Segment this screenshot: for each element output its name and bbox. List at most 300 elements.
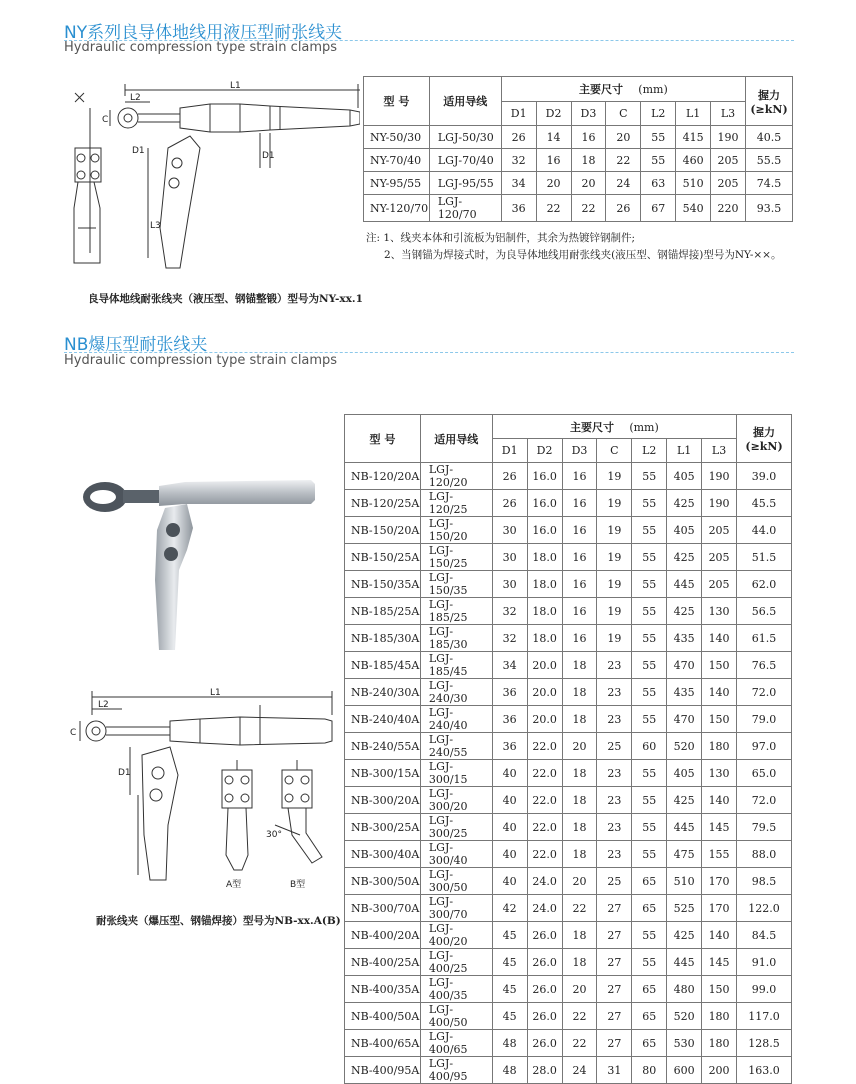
table-row xyxy=(345,679,792,706)
value-cell: 27 xyxy=(597,922,632,949)
ny-spec-table xyxy=(363,76,793,222)
table-row xyxy=(345,571,792,598)
value-cell: 40 xyxy=(492,868,527,895)
value-cell: 84.5 xyxy=(737,922,792,949)
value-cell: 45.5 xyxy=(737,490,792,517)
value-cell: 18 xyxy=(562,841,597,868)
nb-spec-table xyxy=(344,414,792,1084)
model-cell: NB-150/35A xyxy=(345,571,421,598)
ny-subheader-c: C xyxy=(606,102,641,126)
value-cell: 27 xyxy=(597,976,632,1003)
value-cell: 140 xyxy=(702,922,737,949)
value-cell: 205 xyxy=(711,172,746,195)
value-cell: 62.0 xyxy=(737,571,792,598)
ny-label-l2: L2 xyxy=(130,93,141,103)
value-cell: 150 xyxy=(702,652,737,679)
table-row xyxy=(345,490,792,517)
model-cell: NB-240/40A xyxy=(345,706,421,733)
value-cell: 24.0 xyxy=(527,868,562,895)
section1-notes xyxy=(366,230,781,264)
table-row xyxy=(345,1057,792,1084)
value-cell: 16 xyxy=(536,149,571,172)
value-cell: 48 xyxy=(492,1030,527,1057)
value-cell: 18 xyxy=(562,679,597,706)
value-cell: 80 xyxy=(632,1057,667,1084)
value-cell: 20.0 xyxy=(527,652,562,679)
value-cell: 97.0 xyxy=(737,733,792,760)
value-cell: 23 xyxy=(597,841,632,868)
table-row xyxy=(345,787,792,814)
value-cell: 20 xyxy=(536,172,571,195)
value-cell: 530 xyxy=(667,1030,702,1057)
value-cell: 63 xyxy=(641,172,676,195)
value-cell: 19 xyxy=(597,571,632,598)
conductor-cell: LGJ-300/25 xyxy=(420,814,492,841)
table-row xyxy=(364,149,793,172)
nb-header-grip xyxy=(737,415,792,463)
value-cell: 20 xyxy=(571,172,606,195)
ny-label-l1: L1 xyxy=(230,81,241,91)
conductor-cell: LGJ-240/30 xyxy=(420,679,492,706)
value-cell: 55 xyxy=(632,517,667,544)
value-cell: 460 xyxy=(676,149,711,172)
value-cell: 45 xyxy=(492,976,527,1003)
value-cell: 20 xyxy=(562,868,597,895)
value-cell: 23 xyxy=(597,814,632,841)
nb-label-d1: D1 xyxy=(118,768,131,778)
value-cell: 44.0 xyxy=(737,517,792,544)
value-cell: 25 xyxy=(597,733,632,760)
nb-header-unit: (mm) xyxy=(629,420,659,434)
value-cell: 31 xyxy=(597,1057,632,1084)
model-cell: NB-300/25A xyxy=(345,814,421,841)
conductor-cell: LGJ-400/95 xyxy=(420,1057,492,1084)
conductor-cell: LGJ-120/20 xyxy=(420,463,492,490)
conductor-cell: LGJ-120/70 xyxy=(429,195,501,222)
model-cell: NB-400/25A xyxy=(345,949,421,976)
value-cell: 117.0 xyxy=(737,1003,792,1030)
table-row xyxy=(345,625,792,652)
table-row xyxy=(345,868,792,895)
value-cell: 520 xyxy=(667,1003,702,1030)
value-cell: 190 xyxy=(702,463,737,490)
conductor-cell: LGJ-95/55 xyxy=(429,172,501,195)
ny-header-grip-unit: (≥kN) xyxy=(750,102,788,116)
table-row xyxy=(345,733,792,760)
value-cell: 22 xyxy=(606,149,641,172)
value-cell: 26.0 xyxy=(527,949,562,976)
conductor-cell: LGJ-150/35 xyxy=(420,571,492,598)
value-cell: 24.0 xyxy=(527,895,562,922)
table-row xyxy=(345,1030,792,1057)
value-cell: 170 xyxy=(702,895,737,922)
value-cell: 16 xyxy=(562,625,597,652)
value-cell: 61.5 xyxy=(737,625,792,652)
value-cell: 19 xyxy=(597,490,632,517)
value-cell: 425 xyxy=(667,490,702,517)
model-cell: NB-300/40A xyxy=(345,841,421,868)
value-cell: 20 xyxy=(562,976,597,1003)
table-row xyxy=(364,126,793,149)
conductor-cell: LGJ-120/25 xyxy=(420,490,492,517)
model-cell: NB-185/25A xyxy=(345,598,421,625)
conductor-cell: LGJ-150/20 xyxy=(420,517,492,544)
value-cell: 19 xyxy=(597,544,632,571)
value-cell: 16 xyxy=(562,598,597,625)
conductor-cell: LGJ-70/40 xyxy=(429,149,501,172)
value-cell: 55 xyxy=(641,149,676,172)
value-cell: 74.5 xyxy=(746,172,793,195)
model-cell: NY-50/30 xyxy=(364,126,430,149)
conductor-cell: LGJ-185/45 xyxy=(420,652,492,679)
value-cell: 55 xyxy=(641,126,676,149)
value-cell: 425 xyxy=(667,598,702,625)
value-cell: 30 xyxy=(492,571,527,598)
conductor-cell: LGJ-300/40 xyxy=(420,841,492,868)
value-cell: 23 xyxy=(597,652,632,679)
table-row xyxy=(345,1003,792,1030)
nb-subheader-l3: L3 xyxy=(702,439,737,463)
value-cell: 425 xyxy=(667,544,702,571)
ny-label-d: D1 xyxy=(262,151,275,161)
value-cell: 20 xyxy=(562,733,597,760)
value-cell: 18.0 xyxy=(527,625,562,652)
value-cell: 23 xyxy=(597,706,632,733)
value-cell: 18.0 xyxy=(527,598,562,625)
table-row xyxy=(345,598,792,625)
conductor-cell: LGJ-300/50 xyxy=(420,868,492,895)
value-cell: 55 xyxy=(632,787,667,814)
ny-header-dims xyxy=(501,77,745,102)
conductor-cell: LGJ-185/30 xyxy=(420,625,492,652)
value-cell: 24 xyxy=(606,172,641,195)
table-row xyxy=(345,760,792,787)
model-cell: NB-300/20A xyxy=(345,787,421,814)
model-cell: NB-150/25A xyxy=(345,544,421,571)
value-cell: 55 xyxy=(632,490,667,517)
value-cell: 45 xyxy=(492,1003,527,1030)
ny-header-conductor: 适用导线 xyxy=(429,77,501,126)
value-cell: 220 xyxy=(711,195,746,222)
value-cell: 40 xyxy=(492,814,527,841)
value-cell: 475 xyxy=(667,841,702,868)
value-cell: 55 xyxy=(632,814,667,841)
model-cell: NB-300/70A xyxy=(345,895,421,922)
value-cell: 55 xyxy=(632,706,667,733)
value-cell: 425 xyxy=(667,787,702,814)
table-row xyxy=(345,706,792,733)
value-cell: 145 xyxy=(702,949,737,976)
value-cell: 140 xyxy=(702,625,737,652)
value-cell: 20 xyxy=(606,126,641,149)
value-cell: 55 xyxy=(632,625,667,652)
value-cell: 16.0 xyxy=(527,463,562,490)
value-cell: 180 xyxy=(702,1030,737,1057)
value-cell: 18 xyxy=(562,760,597,787)
value-cell: 140 xyxy=(702,679,737,706)
value-cell: 140 xyxy=(702,787,737,814)
value-cell: 91.0 xyxy=(737,949,792,976)
value-cell: 55 xyxy=(632,760,667,787)
section1-subtitle: Hydraulic compression type strain clamps xyxy=(64,40,338,55)
value-cell: 18 xyxy=(562,652,597,679)
table-row xyxy=(345,895,792,922)
value-cell: 445 xyxy=(667,571,702,598)
value-cell: 26 xyxy=(606,195,641,222)
value-cell: 67 xyxy=(641,195,676,222)
value-cell: 72.0 xyxy=(737,787,792,814)
value-cell: 122.0 xyxy=(737,895,792,922)
value-cell: 55.5 xyxy=(746,149,793,172)
value-cell: 480 xyxy=(667,976,702,1003)
nb-header-dims xyxy=(492,415,736,439)
value-cell: 22 xyxy=(571,195,606,222)
value-cell: 56.5 xyxy=(737,598,792,625)
value-cell: 27 xyxy=(597,895,632,922)
value-cell: 520 xyxy=(667,733,702,760)
conductor-cell: LGJ-185/25 xyxy=(420,598,492,625)
value-cell: 65 xyxy=(632,868,667,895)
value-cell: 18.0 xyxy=(527,544,562,571)
value-cell: 55 xyxy=(632,571,667,598)
conductor-cell: LGJ-300/20 xyxy=(420,787,492,814)
table-row xyxy=(364,195,793,222)
value-cell: 76.5 xyxy=(737,652,792,679)
value-cell: 24 xyxy=(562,1057,597,1084)
value-cell: 163.0 xyxy=(737,1057,792,1084)
value-cell: 22.0 xyxy=(527,787,562,814)
model-cell: NB-300/50A xyxy=(345,868,421,895)
nb-label-type-a: A型 xyxy=(226,880,242,890)
value-cell: 36 xyxy=(492,733,527,760)
ny-subheader-d3: D3 xyxy=(571,102,606,126)
value-cell: 79.0 xyxy=(737,706,792,733)
value-cell: 39.0 xyxy=(737,463,792,490)
model-cell: NB-240/30A xyxy=(345,679,421,706)
conductor-cell: LGJ-400/20 xyxy=(420,922,492,949)
value-cell: 19 xyxy=(597,598,632,625)
value-cell: 32 xyxy=(492,598,527,625)
value-cell: 18 xyxy=(562,949,597,976)
value-cell: 26.0 xyxy=(527,976,562,1003)
value-cell: 23 xyxy=(597,787,632,814)
value-cell: 26 xyxy=(492,463,527,490)
nb-subheader-c: C xyxy=(597,439,632,463)
value-cell: 405 xyxy=(667,760,702,787)
value-cell: 36 xyxy=(492,706,527,733)
nb-subheader-d3: D3 xyxy=(562,439,597,463)
ny-subheader-l3: L3 xyxy=(711,102,746,126)
conductor-cell: LGJ-400/35 xyxy=(420,976,492,1003)
model-cell: NY-70/40 xyxy=(364,149,430,172)
nb-label-c: C xyxy=(70,728,77,738)
value-cell: 128.5 xyxy=(737,1030,792,1057)
nb-header-model: 型 号 xyxy=(345,415,421,463)
value-cell: 435 xyxy=(667,679,702,706)
value-cell: 93.5 xyxy=(746,195,793,222)
value-cell: 55 xyxy=(632,544,667,571)
value-cell: 36 xyxy=(492,679,527,706)
value-cell: 28.0 xyxy=(527,1057,562,1084)
value-cell: 170 xyxy=(702,868,737,895)
value-cell: 55 xyxy=(632,922,667,949)
note-2: 2、当钢锚为焊接式时，为良导体地线用耐张线夹(液压型、钢锚焊接)型号为NY-××。 xyxy=(384,249,782,261)
value-cell: 36 xyxy=(501,195,536,222)
value-cell: 415 xyxy=(676,126,711,149)
value-cell: 30 xyxy=(492,544,527,571)
value-cell: 470 xyxy=(667,652,702,679)
model-cell: NB-240/55A xyxy=(345,733,421,760)
value-cell: 435 xyxy=(667,625,702,652)
nb-label-type-b: B型 xyxy=(290,880,306,890)
value-cell: 22 xyxy=(562,895,597,922)
nb-header-grip-unit: (≥kN) xyxy=(745,440,783,453)
value-cell: 26.0 xyxy=(527,1030,562,1057)
value-cell: 55 xyxy=(632,841,667,868)
conductor-cell: LGJ-400/65 xyxy=(420,1030,492,1057)
table-row xyxy=(345,976,792,1003)
value-cell: 180 xyxy=(702,733,737,760)
value-cell: 22 xyxy=(536,195,571,222)
value-cell: 19 xyxy=(597,463,632,490)
model-cell: NB-400/95A xyxy=(345,1057,421,1084)
value-cell: 23 xyxy=(597,760,632,787)
value-cell: 55 xyxy=(632,463,667,490)
value-cell: 22.0 xyxy=(527,814,562,841)
value-cell: 88.0 xyxy=(737,841,792,868)
value-cell: 55 xyxy=(632,598,667,625)
value-cell: 79.5 xyxy=(737,814,792,841)
value-cell: 45 xyxy=(492,922,527,949)
ny-clamp-drawing xyxy=(70,78,360,278)
value-cell: 27 xyxy=(597,1003,632,1030)
nb-subheader-d2: D2 xyxy=(527,439,562,463)
note-1: 注: 1、线夹本体和引流板为铝制件，其余为热镀锌钢制件; xyxy=(366,232,636,244)
section1-caption: 良导体地线耐张线夹（液压型、钢锚整锻）型号为NY-xx.1 xyxy=(88,293,363,305)
model-cell: NB-120/20A xyxy=(345,463,421,490)
value-cell: 130 xyxy=(702,760,737,787)
value-cell: 190 xyxy=(702,490,737,517)
table-row xyxy=(345,949,792,976)
ny-label-c: C xyxy=(102,115,109,125)
value-cell: 20.0 xyxy=(527,679,562,706)
value-cell: 51.5 xyxy=(737,544,792,571)
value-cell: 16.0 xyxy=(527,517,562,544)
table-row xyxy=(345,463,792,490)
model-cell: NB-300/15A xyxy=(345,760,421,787)
value-cell: 425 xyxy=(667,922,702,949)
table-row xyxy=(364,172,793,195)
section2-caption: 耐张线夹（爆压型、钢锚焊接）型号为NB-xx.A(B) xyxy=(96,915,341,927)
value-cell: 55 xyxy=(632,949,667,976)
value-cell: 130 xyxy=(702,598,737,625)
value-cell: 32 xyxy=(501,149,536,172)
value-cell: 600 xyxy=(667,1057,702,1084)
model-cell: NB-400/35A xyxy=(345,976,421,1003)
value-cell: 26.0 xyxy=(527,1003,562,1030)
nb-subheader-d1: D1 xyxy=(492,439,527,463)
value-cell: 65 xyxy=(632,1003,667,1030)
value-cell: 27 xyxy=(597,949,632,976)
ny-header-model: 型 号 xyxy=(364,77,430,126)
value-cell: 65 xyxy=(632,976,667,1003)
conductor-cell: LGJ-240/40 xyxy=(420,706,492,733)
value-cell: 16 xyxy=(571,126,606,149)
ny-table-body xyxy=(364,126,793,222)
ny-header-dims-label: 主要尺寸 xyxy=(578,83,623,96)
value-cell: 65 xyxy=(632,895,667,922)
value-cell: 23 xyxy=(597,679,632,706)
value-cell: 98.5 xyxy=(737,868,792,895)
value-cell: 40 xyxy=(492,787,527,814)
value-cell: 200 xyxy=(702,1057,737,1084)
conductor-cell: LGJ-400/50 xyxy=(420,1003,492,1030)
value-cell: 510 xyxy=(676,172,711,195)
nb-clamp-drawing xyxy=(70,685,340,895)
value-cell: 16 xyxy=(562,463,597,490)
nb-header-conductor: 适用导线 xyxy=(420,415,492,463)
model-cell: NB-185/30A xyxy=(345,625,421,652)
table-row xyxy=(345,517,792,544)
value-cell: 18 xyxy=(562,787,597,814)
value-cell: 16 xyxy=(562,571,597,598)
value-cell: 22 xyxy=(562,1003,597,1030)
value-cell: 445 xyxy=(667,814,702,841)
value-cell: 19 xyxy=(597,625,632,652)
value-cell: 65 xyxy=(632,1030,667,1057)
nb-label-l1: L1 xyxy=(210,688,221,698)
value-cell: 405 xyxy=(667,517,702,544)
section2-title: NB爆压型耐张线夹 xyxy=(64,335,208,355)
value-cell: 150 xyxy=(702,706,737,733)
model-cell: NB-150/20A xyxy=(345,517,421,544)
value-cell: 540 xyxy=(676,195,711,222)
nb-clamp-product-image xyxy=(75,470,320,655)
value-cell: 48 xyxy=(492,1057,527,1084)
value-cell: 30 xyxy=(492,517,527,544)
value-cell: 45 xyxy=(492,949,527,976)
value-cell: 445 xyxy=(667,949,702,976)
value-cell: 18 xyxy=(562,814,597,841)
conductor-cell: LGJ-240/55 xyxy=(420,733,492,760)
conductor-cell: LGJ-300/70 xyxy=(420,895,492,922)
value-cell: 19 xyxy=(597,517,632,544)
value-cell: 145 xyxy=(702,814,737,841)
section1-title: NY系列良导体地线用液压型耐张线夹 xyxy=(64,23,343,43)
model-cell: NB-400/20A xyxy=(345,922,421,949)
model-cell: NB-400/50A xyxy=(345,1003,421,1030)
value-cell: 22.0 xyxy=(527,841,562,868)
table-row xyxy=(345,841,792,868)
value-cell: 205 xyxy=(711,149,746,172)
value-cell: 72.0 xyxy=(737,679,792,706)
conductor-cell: LGJ-300/15 xyxy=(420,760,492,787)
value-cell: 55 xyxy=(632,679,667,706)
value-cell: 180 xyxy=(702,1003,737,1030)
ny-subheader-d1: D1 xyxy=(501,102,536,126)
ny-header-unit: (mm) xyxy=(638,83,668,96)
ny-label-l3: L3 xyxy=(150,221,161,231)
value-cell: 22.0 xyxy=(527,733,562,760)
ny-header-grip xyxy=(746,77,793,126)
value-cell: 18 xyxy=(571,149,606,172)
value-cell: 18 xyxy=(562,706,597,733)
model-cell: NY-120/70 xyxy=(364,195,430,222)
value-cell: 205 xyxy=(702,571,737,598)
value-cell: 18 xyxy=(562,922,597,949)
value-cell: 155 xyxy=(702,841,737,868)
ny-subheader-l2: L2 xyxy=(641,102,676,126)
